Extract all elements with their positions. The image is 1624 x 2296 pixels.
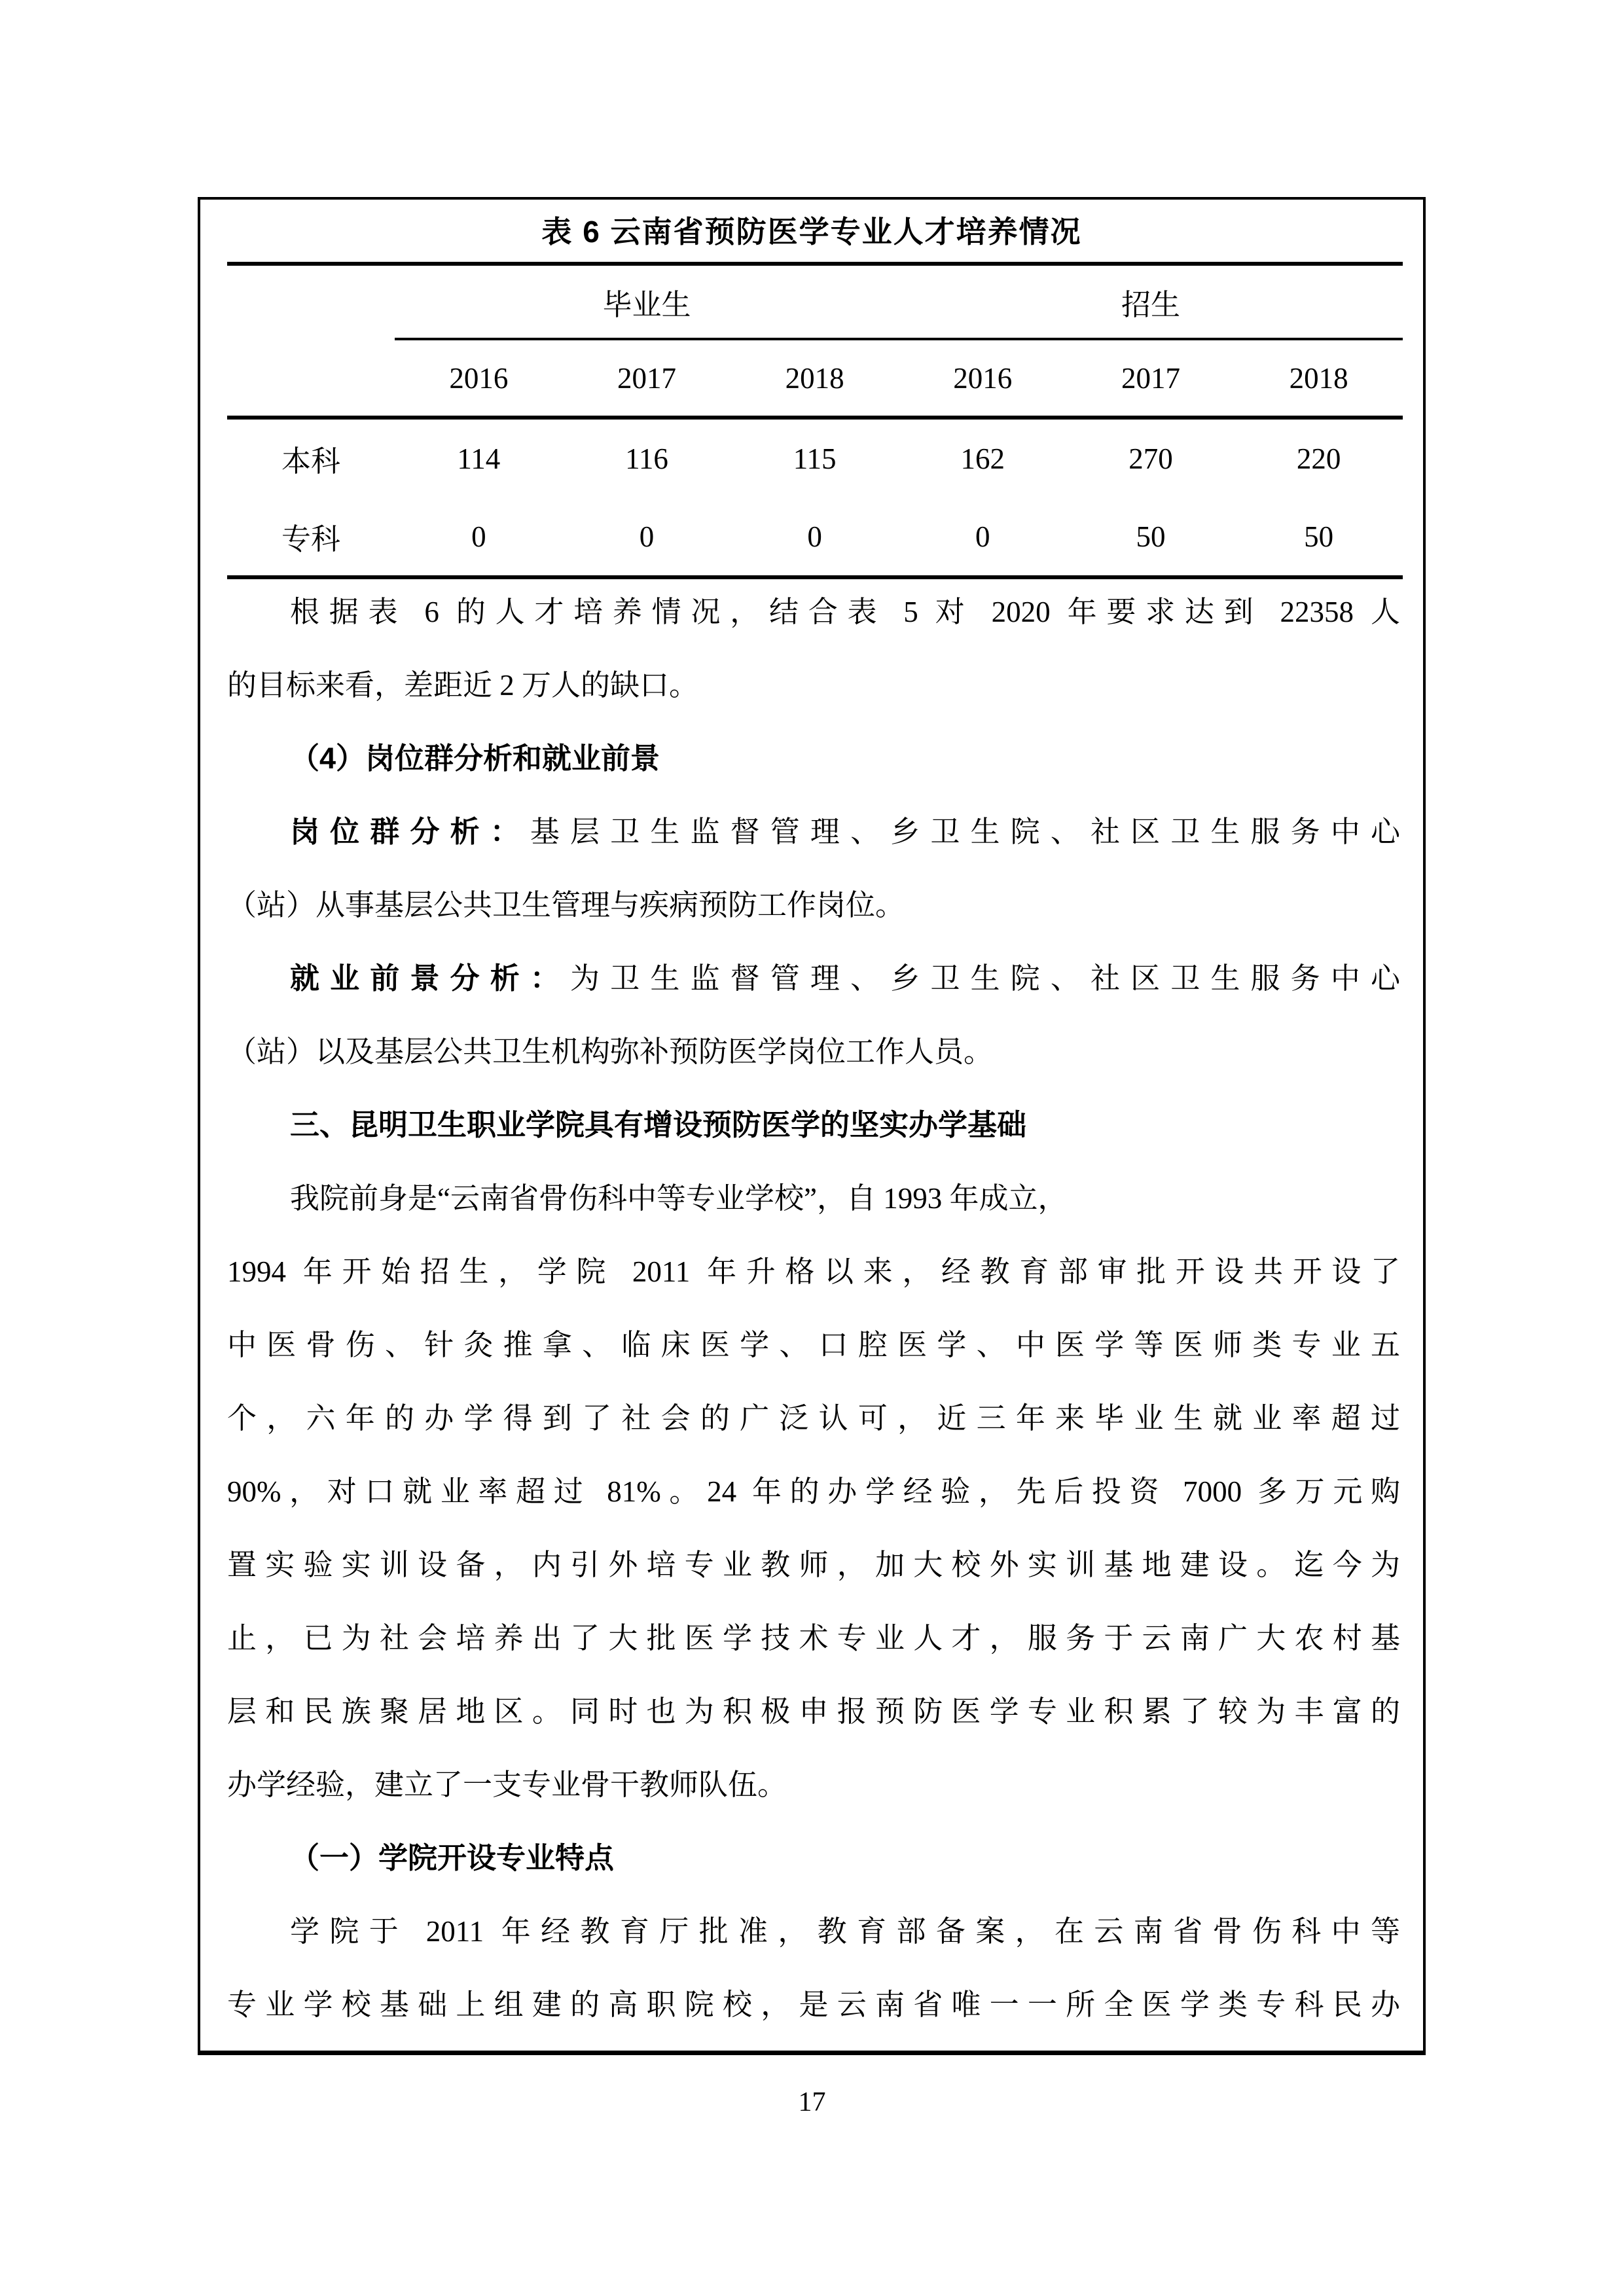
- group-header-graduates: 毕业生: [395, 264, 899, 339]
- text-line: （站）从事基层公共卫生管理与疾病预防工作岗位。: [227, 889, 905, 922]
- table-group-header-row: [227, 264, 1403, 339]
- heading-jobs-and-prospects: （4）岗位群分析和就业前景: [290, 742, 660, 775]
- table-cell: 50: [1067, 497, 1235, 577]
- text-line: 的目标来看，差距近 2 万人的缺口。: [227, 669, 699, 702]
- table-cell-empty: [227, 339, 395, 418]
- table-cell: 50: [1235, 497, 1403, 577]
- body-text: [227, 575, 1400, 2041]
- group-header-enrollment: 招生: [899, 264, 1403, 339]
- talent-training-table: [227, 262, 1403, 579]
- text-line-rest: 为卫生监督管理、乡卫生院、社区卫生服务中心: [570, 962, 1400, 995]
- text-line: 中医骨伤、针灸推拿、临床医学、口腔医学、中医学等医师类专业五: [227, 1329, 1400, 1361]
- year-header: 2018: [1235, 339, 1403, 418]
- year-header: 2016: [395, 339, 563, 418]
- text-line: 90%，对口就业率超过 81%。24 年的办学经验，先后投资 7000 多万元购: [227, 1475, 1400, 1508]
- row-label: 专科: [227, 497, 395, 577]
- text-line: 1994 年开始招生，学院 2011 年升格以来，经教育部审批开设共开设了: [227, 1255, 1400, 1288]
- table-row-associate: [227, 497, 1403, 577]
- year-header: 2016: [899, 339, 1067, 418]
- page-number: 17: [798, 2087, 826, 2117]
- text-line: 层和民族聚居地区。同时也为积极申报预防医学专业积累了较为丰富的: [227, 1695, 1400, 1728]
- table-cell: 162: [960, 442, 1005, 475]
- text-line: 办学经验，建立了一支专业骨干教师队伍。: [227, 1768, 787, 1801]
- table-cell-empty: [227, 264, 395, 339]
- year-header: 2017: [563, 339, 731, 418]
- table-cell: 116: [625, 442, 668, 475]
- year-header: 2018: [731, 339, 899, 418]
- text-line: 个，六年的办学得到了社会的广泛认可，近三年来毕业生就业率超过: [227, 1402, 1400, 1435]
- table-cell: 0: [899, 497, 1067, 577]
- heading-section-three: 三、昆明卫生职业学院具有增设预防医学的坚实办学基础: [290, 1108, 1027, 1141]
- text-line: 学院于 2011 年经教育厅批准，教育部备案，在云南省骨伤科中等: [290, 1915, 1400, 1948]
- text-line: 止，已为社会培养出了大批医学技术专业人才，服务于云南广大农村基: [227, 1622, 1400, 1655]
- heading-subsection-one: （一）学院开设专业特点: [290, 1841, 615, 1874]
- table-year-header-row: [227, 339, 1403, 418]
- bold-lead: 就业前景分析：: [290, 961, 571, 995]
- text-line-rest: 基层卫生监督管理、乡卫生院、社区卫生服务中心: [530, 816, 1400, 848]
- text-line: [227, 795, 1400, 869]
- bold-lead: 岗位群分析：: [290, 815, 530, 848]
- text-line: （站）以及基层公共卫生机构弥补预防医学岗位工作人员。: [227, 1035, 994, 1068]
- text-line: 我院前身是“云南省骨伤科中等专业学校”，自 1993 年成立，: [290, 1182, 1068, 1215]
- table-cell: 220: [1296, 442, 1341, 475]
- table-cell: 115: [793, 442, 837, 475]
- content-border-box: [198, 197, 1426, 2055]
- table-row-undergraduate: [227, 418, 1403, 497]
- text-line: 置实验实训设备，内引外培专业教师，加大校外实训基地建设。迄今为: [227, 1549, 1400, 1581]
- table-cell: 0: [563, 497, 731, 577]
- table-caption: 表 6 云南省预防医学专业人才培养情况: [541, 215, 1082, 249]
- table-cell: 114: [457, 442, 501, 475]
- text-line: [227, 942, 1400, 1015]
- table-cell: 0: [731, 497, 899, 577]
- year-header: 2017: [1067, 339, 1235, 418]
- table-cell: 0: [395, 497, 563, 577]
- text-line: 根据表 6 的人才培养情况，结合表 5 对 2020 年要求达到 22358 人: [290, 596, 1400, 628]
- table-cell: 270: [1128, 442, 1173, 475]
- row-label: 本科: [281, 445, 340, 478]
- text-line: 专业学校基础上组建的高职院校，是云南省唯一一所全医学类专科民办: [227, 1988, 1400, 2021]
